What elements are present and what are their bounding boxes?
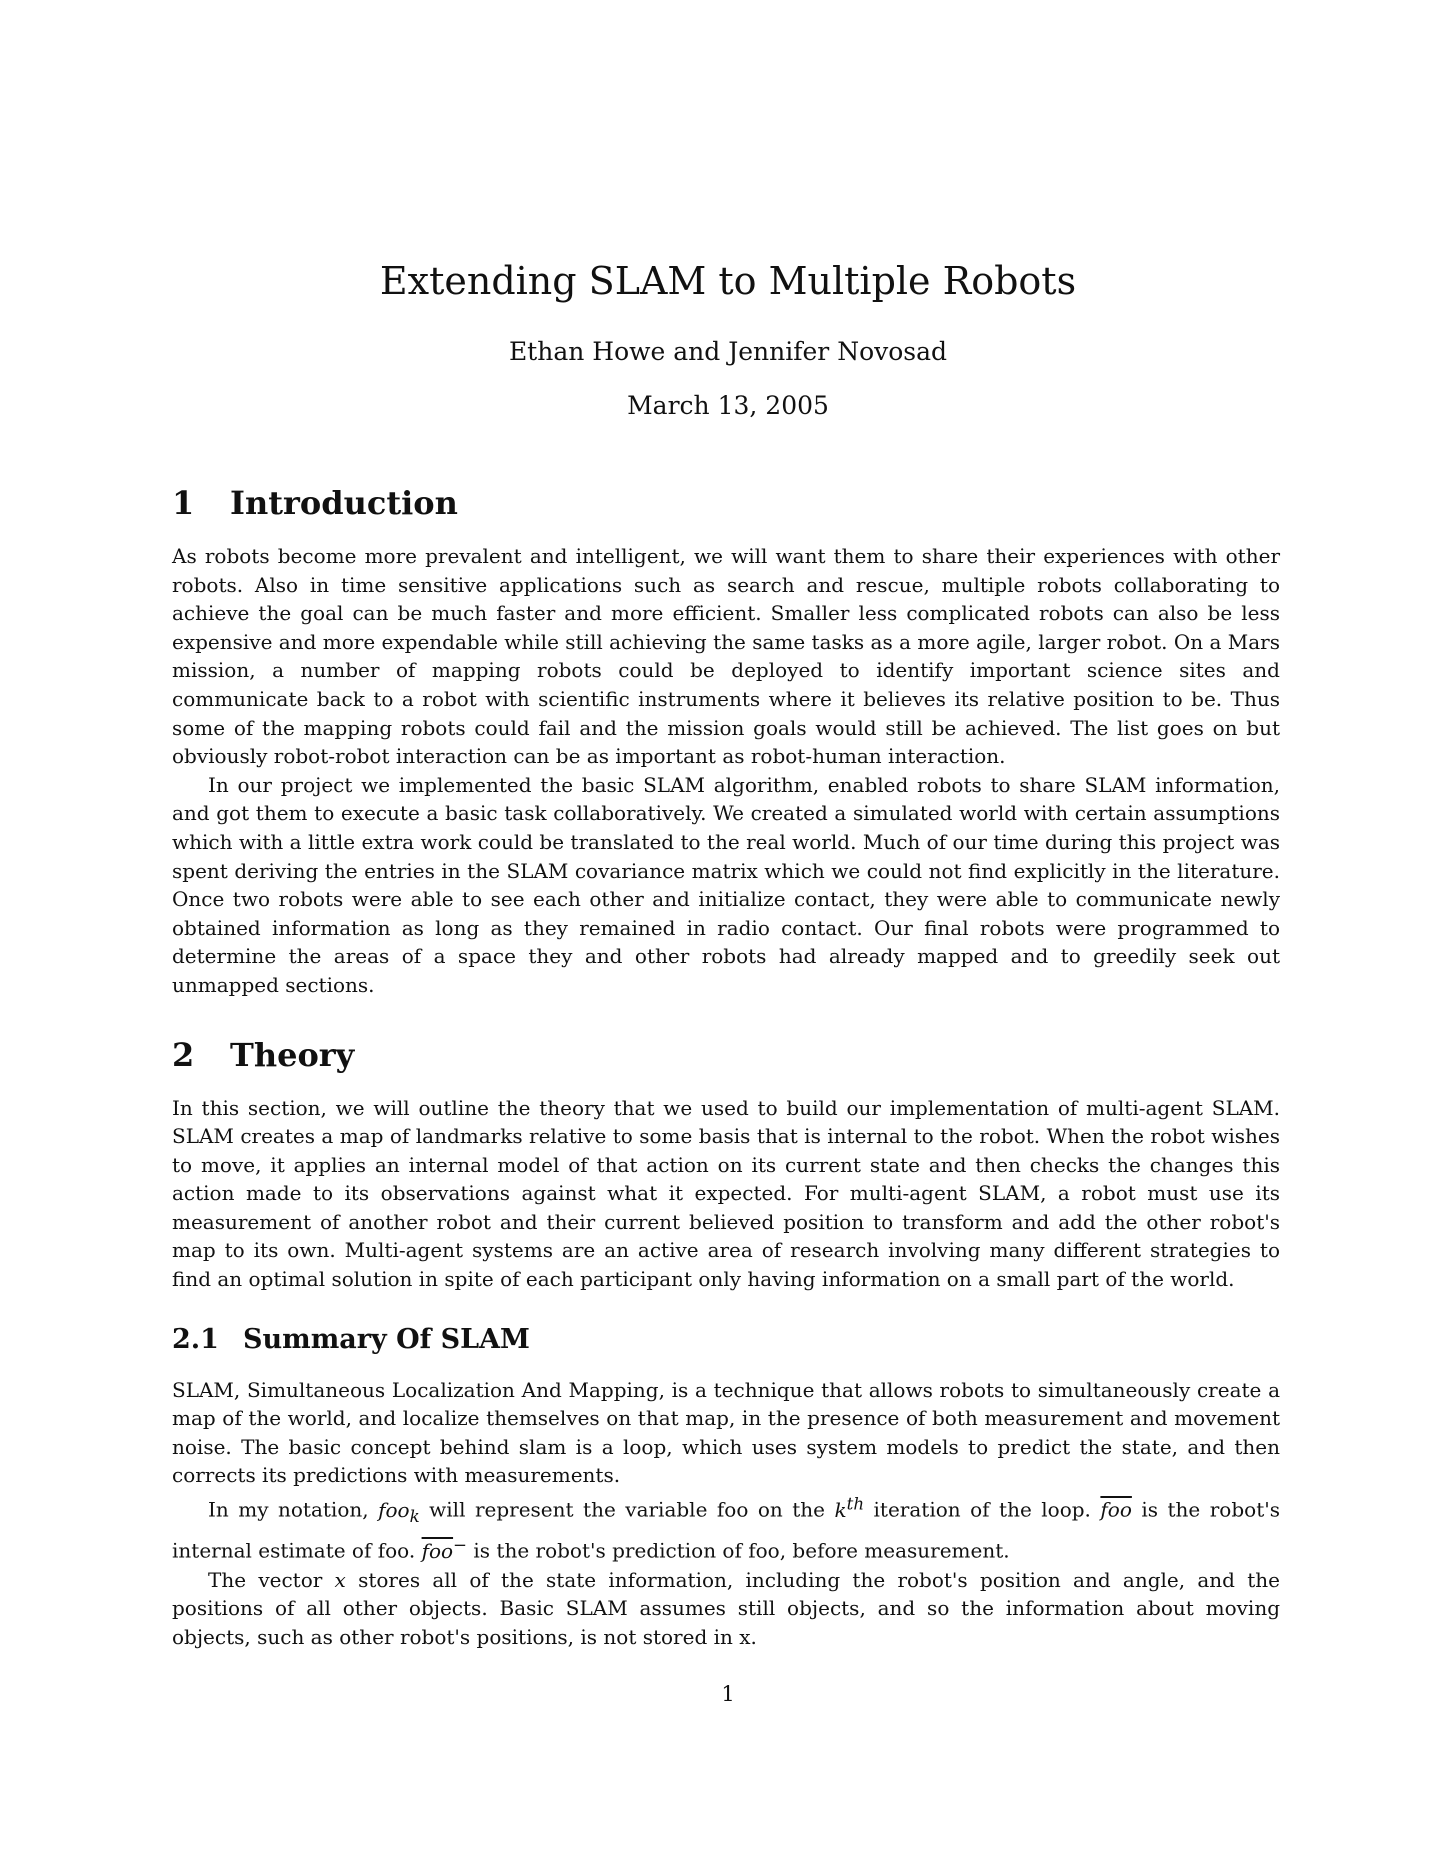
section-title: Theory [230, 1035, 355, 1074]
paragraph: In our project we implemented the basic SLAM algorithm, enabled robots to share SLAM information, and got them to execute a basic task collaboratively. We created a simulated world with certain assumptions which with a little extra work could be translated to the real world. Much of our time during this project was spent deriving the entries in the SLAM covariance matrix which we could not find explicitly in the literature. Once two robots were able to see each other and initialize contact, they were able to communicate newly obtained information as long as they remained in radio contact. Our final robots were programmed to determine the areas of a space they and other robots had already mapped and to greedily seek out unmapped sections. [172, 772, 1280, 997]
text-run: stores all of the state information, including the robot's position and angle, and the positions of all other objects. Basic SLAM assumes still objects, and so the information about moving objects, such as other robot's positions, is not stored in x. [172, 1567, 1280, 1649]
paper-date: March 13, 2005 [627, 391, 829, 420]
paper-body [172, 482, 1280, 1651]
math-k-th [834, 1494, 865, 1522]
section-heading-introduction [172, 482, 1280, 524]
section-number: 1 [172, 484, 195, 522]
paragraph: As robots become more prevalent and intelligent, we will want them to share their experiences with other robots. Also in time sensitive applications such as search and rescue, multiple robots collaborating to achieve the goal can be much faster and more efficient. Smaller less complicated robots can also be less expensive and more expendable while still achieving the same tasks as a more agile, larger robot. On a Mars mission, a number of mapping robots could be deployed to identify important science sites and communicate back to a robot with scientific instruments where it believes its relative position to be. Thus some of the mapping robots could fail and the mission goals would still be achieved. The list goes on but obviously robot-robot interaction can be as important as robot-human interaction. [172, 544, 1280, 769]
math-superscript-minus: − [453, 1535, 468, 1555]
math-foo-hat-minus [421, 1535, 468, 1563]
paragraph: In this section, we will outline the theory that we used to build our implementation of multi-agent SLAM. SLAM creates a map of landmarks relative to some basis that is internal to the robot. When the robot wishes to move, it applies an internal model of that action on its current state and then checks the changes this action made to its observations against what it expected. For multi-agent SLAM, a robot must use its measurement of another robot and their current believed position to transform and add the other robot's map to its own. Multi-agent systems are an active area of research involving many different strategies to find an optimal solution in spite of each participant only having information on a small part of the world. [172, 1095, 1280, 1292]
math-foo-hat [1100, 1498, 1131, 1522]
notation-paragraph [172, 1490, 1280, 1566]
math-foo: $\overline{foo}$ [421, 1538, 454, 1563]
math-foo: foo [378, 1497, 410, 1522]
text-run: The vector [208, 1567, 335, 1592]
text-run: iteration of the loop. [864, 1497, 1101, 1522]
section-heading-theory [172, 1034, 1280, 1076]
page-number: 1 [721, 1682, 735, 1706]
text-run: is the robot's internal estimate of foo. [172, 1497, 1280, 1563]
math-foo: $\overline{foo}$ [1100, 1497, 1132, 1522]
math-subscript-k: k [409, 1506, 420, 1526]
paper-title: Extending SLAM to Multiple Robots [379, 259, 1077, 303]
subsection-number: 2.1 [172, 1323, 219, 1355]
text-run: is the robot's prediction of foo, before measurement. [467, 1538, 1010, 1563]
vector-paragraph [172, 1566, 1280, 1652]
math-foo-k [378, 1497, 420, 1526]
math-k: k [834, 1497, 847, 1522]
math-x: x [334, 1567, 346, 1592]
section-number: 2 [172, 1035, 195, 1074]
section-title: Introduction [230, 484, 458, 522]
text-run: In my notation, [208, 1497, 379, 1522]
paper-authors: Ethan Howe and Jennifer Novosad [508, 337, 948, 366]
paragraph: SLAM, Simultaneous Localization And Mapping, is a technique that allows robots to simultaneously create a map of the world, and localize themselves on that map, in the presence of both measurement and movement noise. The basic concept behind slam is a loop, which uses system models to predict the state, and then corrects its predictions with measurements. [172, 1377, 1280, 1488]
subsection-heading-summary-of-slam [172, 1322, 1280, 1358]
math-superscript-th: th [846, 1494, 865, 1514]
text-run: will represent the variable foo on the [419, 1497, 835, 1522]
subsection-title: Summary Of SLAM [243, 1323, 530, 1355]
